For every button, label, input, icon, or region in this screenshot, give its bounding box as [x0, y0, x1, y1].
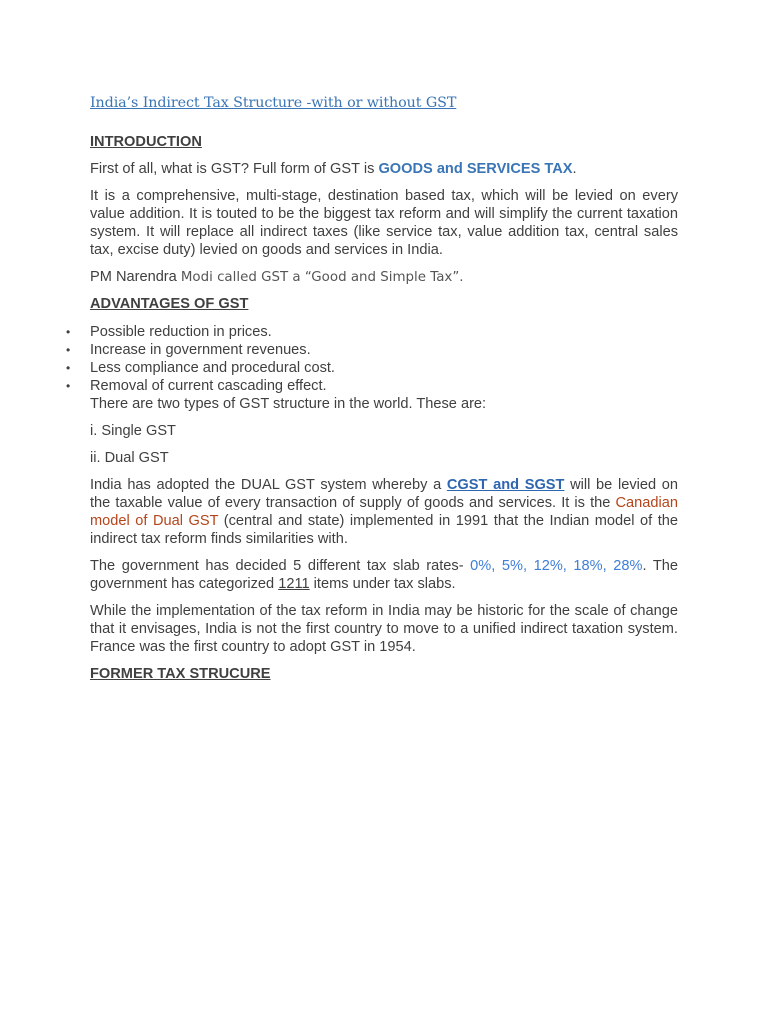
single-gst-item: i. Single GST	[90, 423, 176, 439]
pm-quote-paragraph	[90, 268, 678, 287]
dual-gst-paragraph	[90, 476, 678, 548]
cgst-sgst-link[interactable]: CGST and SGST	[446, 477, 565, 493]
gst-types-intro: There are two types of GST structure in the world. These are:	[90, 396, 487, 412]
item-count: 1211	[278, 576, 310, 592]
gst-description-paragraph: It is a comprehensive, multi-stage, destination based tax, which will be levied on every value addition. It is touted to be the biggest tax reform and will simplify the current taxation system. It will replace all indirect taxes (like service tax, value addition tax, central sales tax, excise duty) levied on goods and services in India.	[90, 188, 678, 258]
bullet-icon: •	[66, 343, 71, 357]
tax-slab-text: The government has decided 5 different tax slab rates-	[90, 558, 471, 574]
tax-slab-text-end: items under tax slabs.	[309, 576, 456, 592]
dual-gst-item: ii. Dual GST	[90, 450, 169, 466]
gst-question-text: First of all, what is GST? Full form of GST is	[90, 161, 379, 177]
list-item-text: Possible reduction in prices.	[90, 324, 272, 340]
dual-gst-text-end: (central and state) implemented in 1991 that the Indian model of the indirect tax reform finds similarities with.	[90, 513, 679, 547]
dual-gst-text: India has adopted the DUAL GST system whereby a	[90, 477, 447, 493]
tax-slab-paragraph	[90, 557, 678, 593]
gst-question-end: .	[572, 161, 577, 177]
pm-name: PM Narendra	[90, 269, 181, 285]
dual-gst-text-mid: will be levied on the taxable value of every transaction of supply of goods and services. It is the	[90, 477, 679, 511]
tax-slab-text-mid: . The government has categorized	[90, 558, 678, 592]
gst-full-form: GOODS and SERVICES TAX	[378, 161, 573, 177]
pm-quote: Modi called GST a “Good and Simple Tax”.	[180, 270, 464, 285]
document-page	[66, 93, 679, 692]
bullet-icon: •	[66, 361, 71, 375]
list-item	[66, 341, 678, 359]
former-tax-heading: FORMER TAX STRUCURE	[90, 666, 271, 682]
list-item-text: Less compliance and procedural cost.	[90, 360, 335, 376]
advantages-list	[66, 323, 678, 395]
advantages-heading: ADVANTAGES OF GST	[90, 296, 249, 312]
list-item-text: Removal of current cascading effect.	[90, 378, 327, 394]
list-item	[66, 377, 678, 395]
list-item-text: Increase in government revenues.	[90, 342, 311, 358]
list-item	[66, 359, 678, 377]
history-paragraph: While the implementation of the tax reform in India may be historic for the scale of change that it envisages, India is not the first country to move to a unified indirect taxation system. France was the first country to adopt GST in 1954.	[90, 603, 678, 655]
canadian-model-text: Canadian model of Dual GST	[90, 495, 678, 529]
introduction-heading: INTRODUCTION	[90, 134, 202, 150]
bullet-icon: •	[66, 379, 71, 393]
gst-question-paragraph	[90, 160, 678, 178]
tax-slab-rates: 0%, 5%, 12%, 18%, 28%	[470, 558, 643, 574]
bullet-icon: •	[66, 325, 71, 339]
document-title: India’s Indirect Tax Structure -with or without GST	[90, 95, 457, 111]
list-item	[66, 323, 678, 341]
